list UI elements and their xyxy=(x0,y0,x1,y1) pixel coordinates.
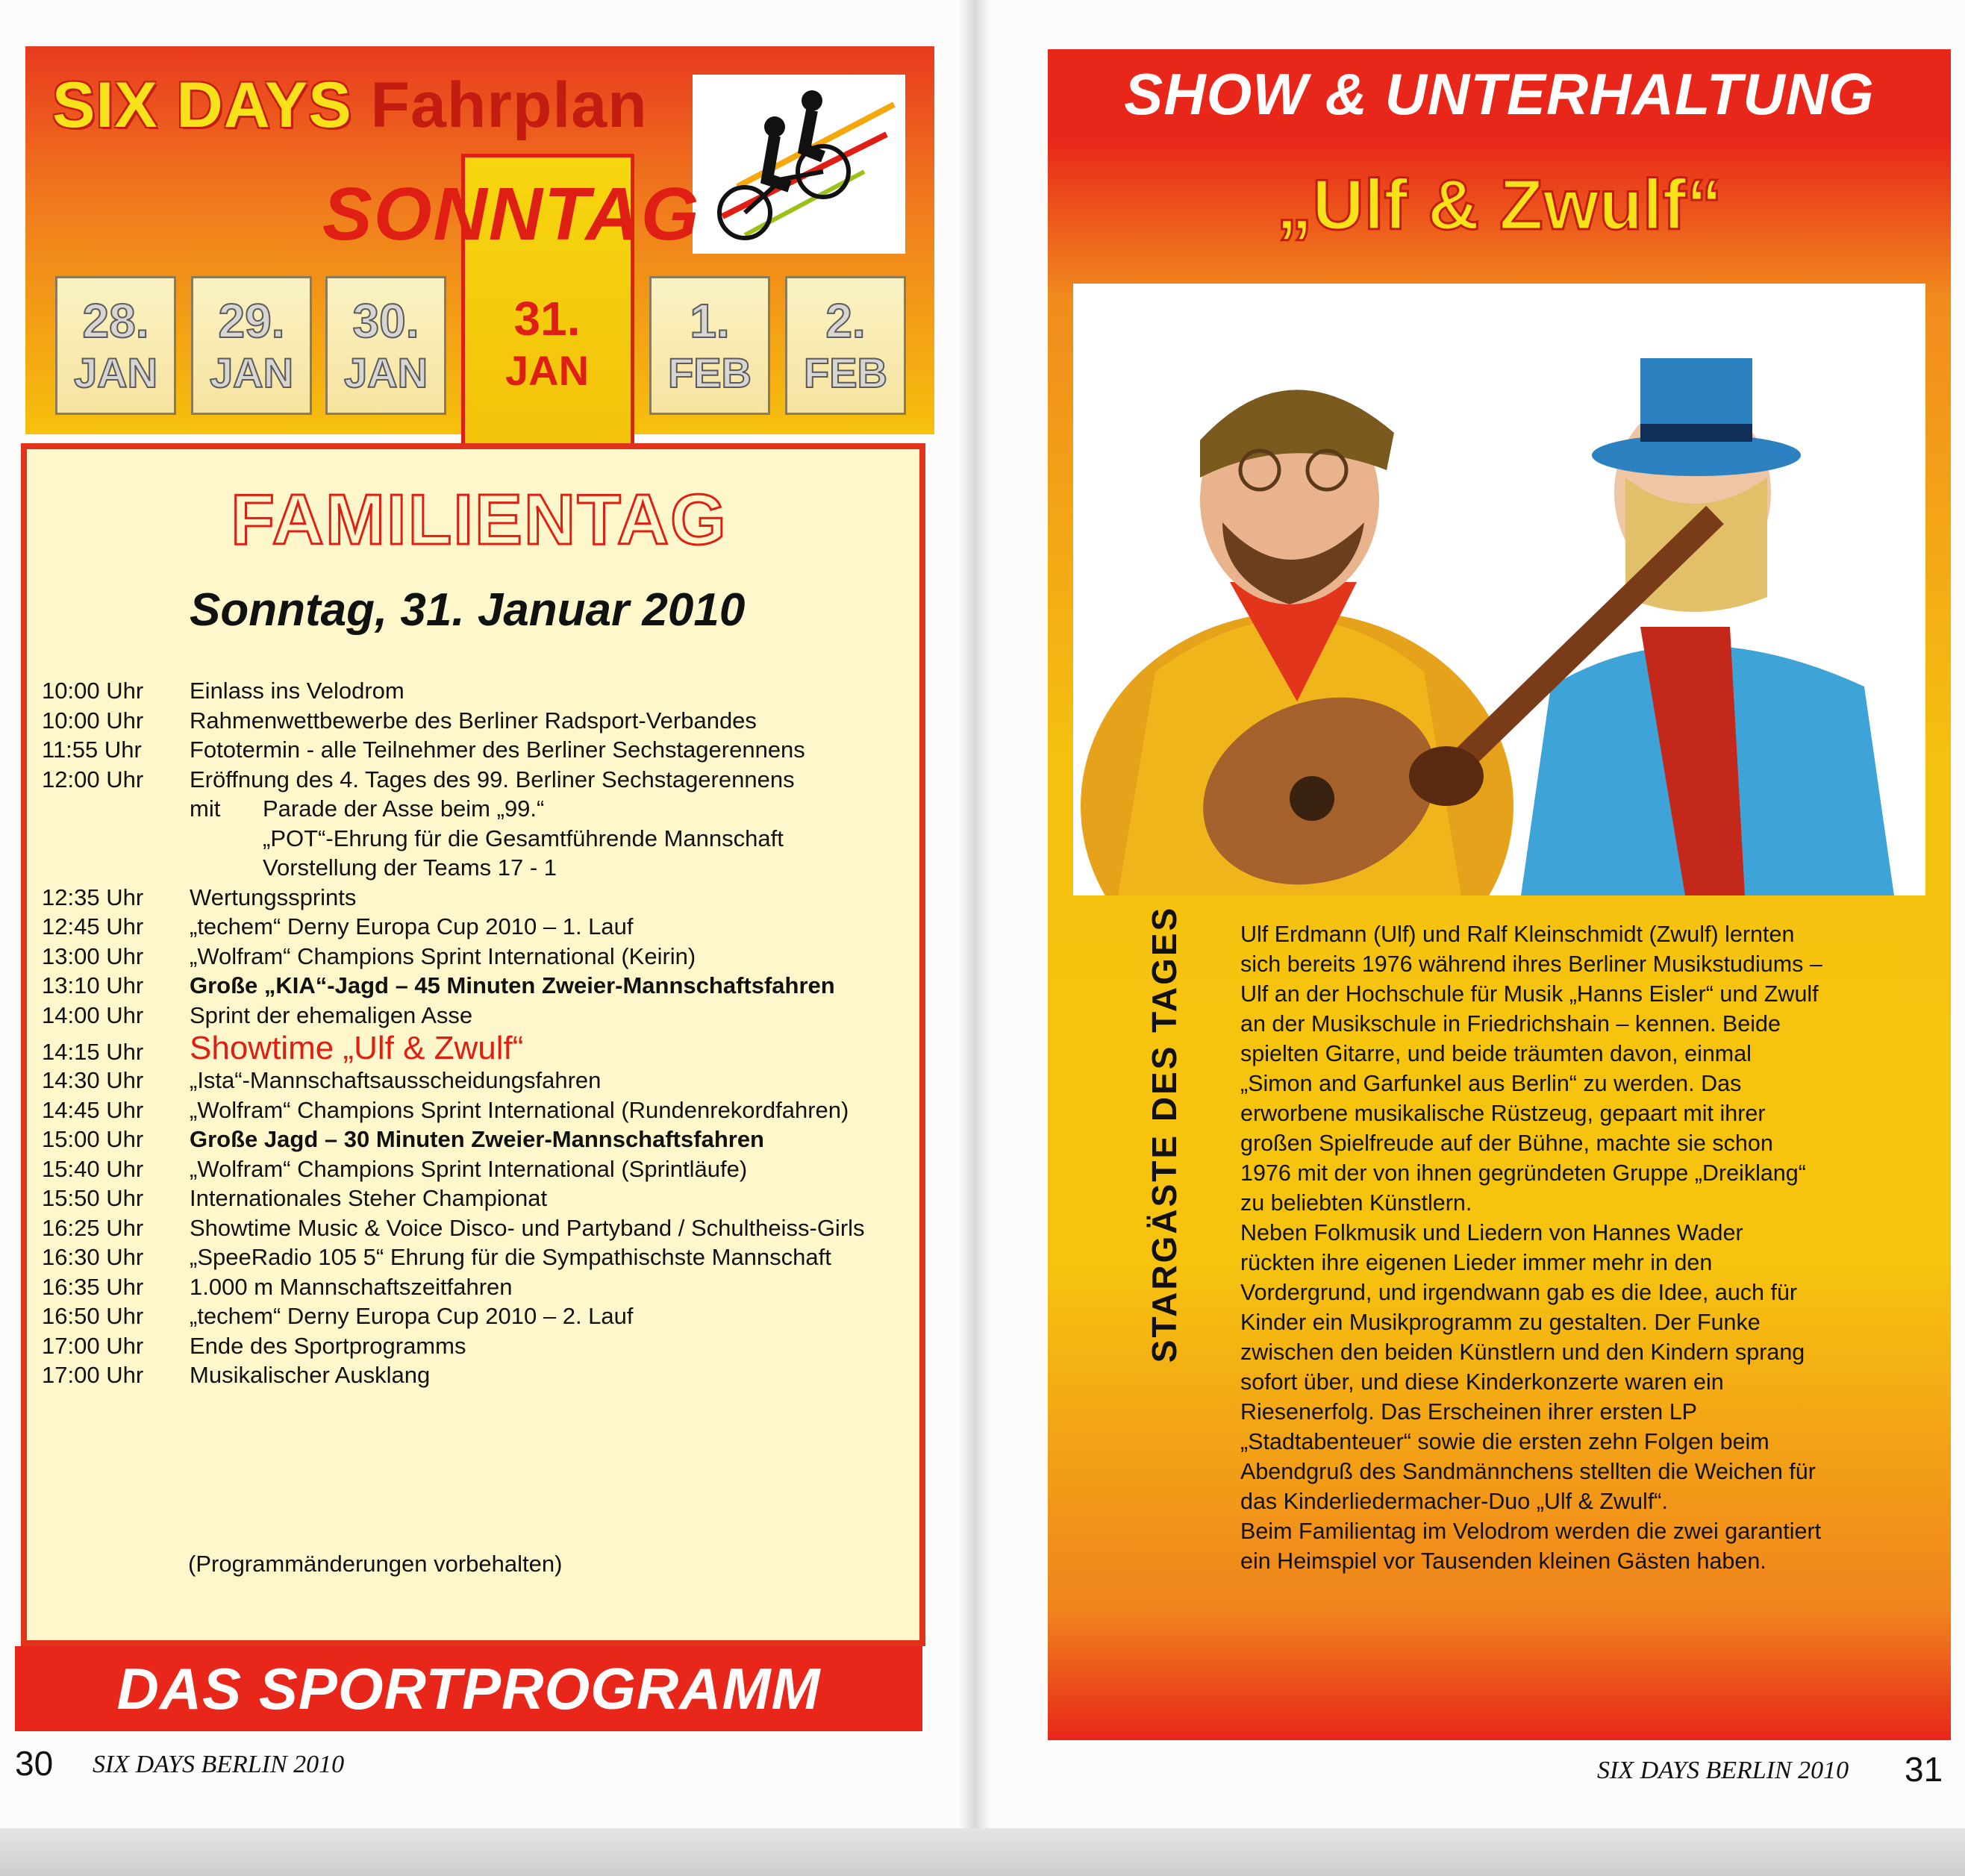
schedule-event: Showtime Music & Voice Disco- und Partyband / Schultheiss-Girls xyxy=(190,1214,865,1241)
date-tile-28-jan xyxy=(55,276,176,415)
schedule-event: „SpeeRadio 105 5“ Ehrung für die Sympathischste Mannschaft xyxy=(190,1244,831,1270)
schedule-row xyxy=(42,1002,922,1032)
schedule-time: 16:50 Uhr xyxy=(42,1303,144,1329)
schedule-event: „POT“-Ehrung für die Gesamtführende Mannschaft xyxy=(263,825,784,851)
bio-paragraph: Neben Folkmusik und Liedern von Hannes Wader rückten ihre eigenen Lieder immer mehr in den Vordergrund, und irgendwann gab es die Idee, auch für Kinder ein Musikprogramm zu gestalten. Der Funke zwischen den beiden Künstlern und den Kindern sprang sofort über, und diese Kinderkonzerte waren ein Riesenerfolg. Das Erscheinen ihrer ersten LP „Stadtabenteuer“ sowie die ersten zehn Folgen beim Abendgruß des Sandmännchens stellten die Weichen für das Kinderliedermacher-Duo „Ulf & Zwulf“. xyxy=(1240,1220,1816,1514)
schedule-row xyxy=(42,884,922,914)
date-day: 2. xyxy=(825,294,866,348)
date-day: 1. xyxy=(690,294,730,348)
schedule-time: 13:00 Uhr xyxy=(42,942,144,969)
event-date: Sonntag, 31. Januar 2010 xyxy=(190,584,746,636)
schedule-row xyxy=(42,1185,922,1215)
schedule-event: Sprint der ehemaligen Asse xyxy=(190,1001,473,1028)
schedule-row xyxy=(42,1067,922,1097)
date-month: FEB xyxy=(668,349,752,396)
schedule-row xyxy=(42,737,922,766)
schedule-row-highlight xyxy=(42,1126,922,1156)
date-tile-2-feb xyxy=(785,276,906,415)
schedule-time: 15:00 Uhr xyxy=(42,1126,144,1152)
date-tile-29-jan xyxy=(191,276,312,415)
schedule-event: Große „KIA“-Jagd – 45 Minuten Zweier-Mannschaftsfahren xyxy=(190,972,835,998)
schedule-event: Showtime „Ulf & Zwulf“ xyxy=(190,1030,524,1066)
date-month: JAN xyxy=(504,347,590,394)
schedule-row xyxy=(42,766,922,796)
schedule-event: „techem“ Derny Europa Cup 2010 – 1. Lauf xyxy=(190,913,634,939)
date-day: 28. xyxy=(82,294,149,348)
schedule-event: Wertungssprints xyxy=(190,884,357,910)
schedule-row xyxy=(42,1303,922,1333)
date-day: 29. xyxy=(218,294,285,348)
date-day: 30. xyxy=(352,294,419,348)
schedule-event: Große Jagd – 30 Minuten Zweier-Mannschaftsfahren xyxy=(190,1126,764,1152)
date-month: FEB xyxy=(804,349,887,396)
stargaeste-label: STARGÄSTE DES TAGES xyxy=(1145,905,1184,1363)
biography-text xyxy=(1240,919,1822,1576)
schedule-time: 14:00 Uhr xyxy=(42,1001,144,1028)
schedule-row xyxy=(42,1097,922,1127)
schedule-row xyxy=(42,678,922,707)
page-number-left: 30 xyxy=(15,1744,54,1783)
schedule-event: Parade der Asse beim „99.“ xyxy=(263,795,545,822)
schedule-time: 15:50 Uhr xyxy=(42,1185,144,1211)
schedule-time: 12:00 Uhr xyxy=(42,766,144,792)
schedule-time: 12:45 Uhr xyxy=(42,913,144,939)
date-tile-1-feb xyxy=(649,276,770,415)
schedule-row xyxy=(42,1362,922,1392)
schedule-event: Ende des Sportprogramms xyxy=(190,1332,466,1359)
publication-title-right: SIX DAYS BERLIN 2010 xyxy=(1597,1757,1849,1784)
schedule-event: 1.000 m Mannschaftszeitfahren xyxy=(190,1273,513,1300)
program-disclaimer: (Programmänderungen vorbehalten) xyxy=(188,1551,563,1577)
date-month: JAN xyxy=(209,349,294,396)
schedule-row xyxy=(42,943,922,973)
schedule-list xyxy=(42,678,922,1392)
schedule-event: „Ista“-Mannschaftsausscheidungsfahren xyxy=(190,1067,602,1093)
sportprogramm-label: DAS SPORTPROGRAMM xyxy=(116,1656,821,1722)
page-number-right: 31 xyxy=(1905,1750,1943,1789)
show-header-label: SHOW & UNTERHALTUNG xyxy=(1124,61,1875,127)
performers-illustration xyxy=(1073,284,1925,895)
schedule-time: 17:00 Uhr xyxy=(42,1332,144,1359)
schedule-event: Internationales Steher Championat xyxy=(190,1185,548,1211)
schedule-event: mit xyxy=(190,795,221,822)
show-header-banner xyxy=(1048,49,1951,139)
cyclists-logo xyxy=(693,75,905,254)
tandem-cyclists-icon xyxy=(693,75,905,254)
schedule-time: 14:45 Uhr xyxy=(42,1096,144,1123)
schedule-row xyxy=(42,1215,922,1245)
schedule-time: 16:30 Uhr xyxy=(42,1244,144,1270)
schedule-row xyxy=(42,1156,922,1186)
sportprogramm-banner xyxy=(15,1646,922,1731)
date-month: JAN xyxy=(343,349,428,396)
date-tile-30-jan xyxy=(325,276,446,415)
schedule-row-continuation xyxy=(42,825,922,855)
schedule-event: Einlass ins Velodrom xyxy=(190,678,404,704)
schedule-row xyxy=(42,1244,922,1274)
date-month: JAN xyxy=(73,349,158,396)
schedule-row xyxy=(42,1333,922,1363)
date-tile-31-jan-active xyxy=(487,276,607,415)
schedule-row xyxy=(42,707,922,737)
schedule-event: Musikalischer Ausklang xyxy=(190,1362,431,1388)
schedule-panel xyxy=(21,443,925,1646)
schedule-row xyxy=(42,913,922,943)
familientag-heading: FAMILIENTAG xyxy=(231,480,728,560)
schedule-time: 12:35 Uhr xyxy=(42,884,144,910)
schedule-time: 17:00 Uhr xyxy=(42,1362,144,1388)
date-day: 31. xyxy=(513,292,581,346)
schedule-event: Eröffnung des 4. Tages des 99. Berliner Sechstagerennens xyxy=(190,766,795,792)
schedule-event: „Wolfram“ Champions Sprint International (Rundenrekordfahren) xyxy=(190,1096,849,1123)
act-title: „Ulf & Zwulf“ xyxy=(1276,165,1722,245)
bio-paragraph: Ulf Erdmann (Ulf) und Ralf Kleinschmidt (Zwulf) lernten sich bereits 1976 während ihres Berliner Musikstudiums – Ulf an der Hochschule für Musik „Hanns Eisler“ und Zwulf an der Musikschule in Friedrichshain – kennen. Beide spielten Gitarre, und beide träumten davon, einmal „Simon and Garfunkel aus Berlin“ zu werden. Das erworbene musikalische Rüstzeug, gepaart mit ihrer großen Spielfreude auf der Bühne, machte sie schon 1976 mit der von ihnen gegründeten Gruppe „Dreiklang“ zu beliebten Künstlern. xyxy=(1240,922,1822,1216)
schedule-time: 16:25 Uhr xyxy=(42,1214,144,1241)
schedule-event: Vorstellung der Teams 17 - 1 xyxy=(263,854,557,881)
schedule-event: „Wolfram“ Champions Sprint International (Sprintläufe) xyxy=(190,1155,748,1182)
schedule-row xyxy=(42,1274,922,1304)
schedule-row-continuation xyxy=(42,854,922,884)
bio-paragraph: Beim Familientag im Velodrom werden die zwei garantiert ein Heimspiel vor Tausenden kleinen Gästen haben. xyxy=(1240,1519,1822,1574)
schedule-time: 10:00 Uhr xyxy=(42,707,144,734)
schedule-event: Rahmenwettbewerbe des Berliner Radsport-Verbandes xyxy=(190,707,757,734)
schedule-time: 14:15 Uhr xyxy=(42,1039,144,1065)
day-heading: SONNTAG xyxy=(322,172,701,256)
title-six-days: SIX DAYS xyxy=(52,69,352,141)
performers-photo xyxy=(1073,284,1925,895)
schedule-time: 13:10 Uhr xyxy=(42,972,144,998)
schedule-event: „Wolfram“ Champions Sprint International (Keirin) xyxy=(190,942,696,969)
schedule-row-showtime xyxy=(42,1031,922,1067)
book-gutter xyxy=(960,0,990,1876)
schedule-row-continuation xyxy=(42,795,922,825)
schedule-time: 14:30 Uhr xyxy=(42,1067,144,1093)
schedule-time: 15:40 Uhr xyxy=(42,1155,144,1182)
schedule-event: Fototermin - alle Teilnehmer des Berliner Sechstagerennens xyxy=(190,737,805,763)
schedule-row-highlight xyxy=(42,972,922,1002)
scan-edge xyxy=(0,1828,1965,1876)
fahrplan-title xyxy=(52,69,648,143)
schedule-time: 16:35 Uhr xyxy=(42,1273,144,1300)
publication-title-left: SIX DAYS BERLIN 2010 xyxy=(93,1751,345,1778)
schedule-time: 11:55 Uhr xyxy=(42,737,142,763)
schedule-time: 10:00 Uhr xyxy=(42,678,144,704)
schedule-event: „techem“ Derny Europa Cup 2010 – 2. Lauf xyxy=(190,1303,634,1329)
title-fahrplan: Fahrplan xyxy=(370,69,648,141)
